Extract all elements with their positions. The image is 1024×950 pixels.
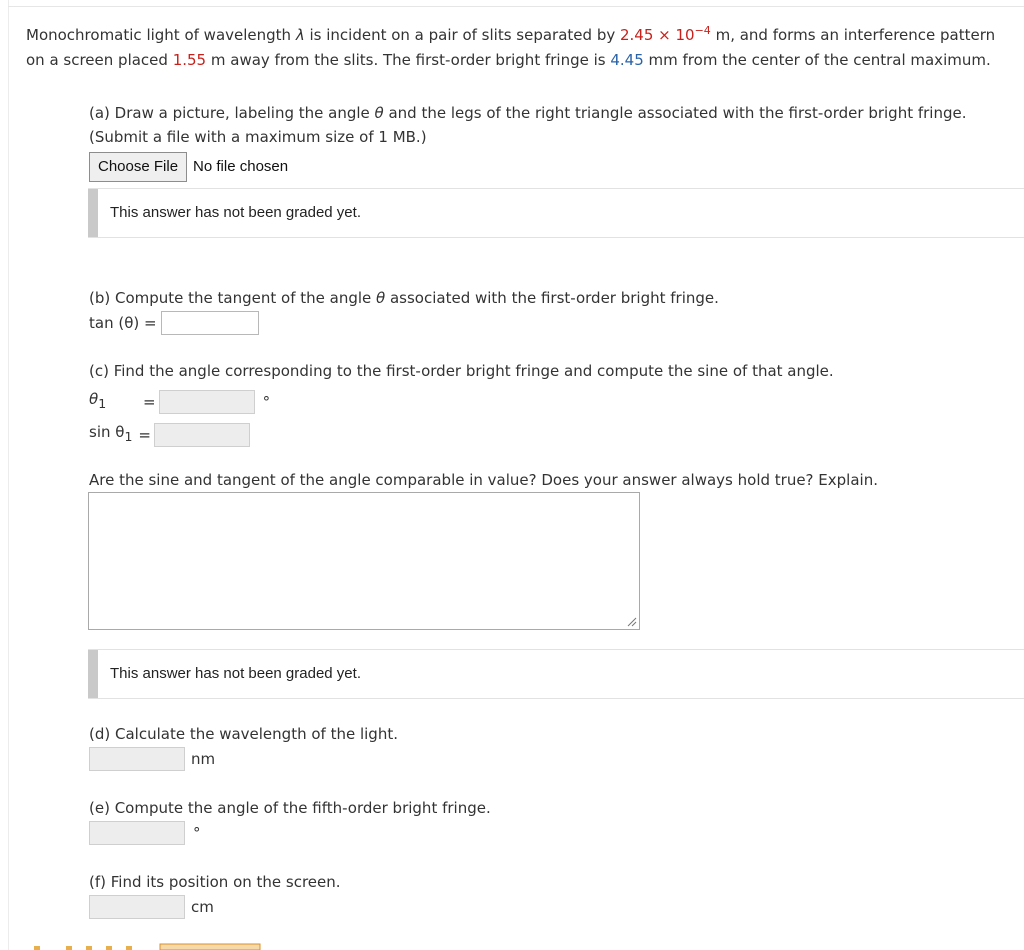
tan-input[interactable] bbox=[161, 311, 259, 335]
fringe-distance-value: 4.45 bbox=[610, 51, 644, 69]
fifth-order-angle-input[interactable] bbox=[89, 821, 185, 845]
part-c: (c) Find the angle corresponding to the first-order bright fringe and compute the sine of that angle. $\theta_1$ = ° $\sin \theta_1$ = bbox=[89, 359, 834, 449]
resize-handle-icon[interactable] bbox=[627, 617, 637, 627]
status-bar bbox=[88, 650, 98, 698]
screen-distance-value: 1.55 bbox=[172, 51, 207, 69]
choose-file-button[interactable]: Choose File bbox=[89, 152, 187, 182]
problem-statement: Monochromatic light of wavelength λ is incident on a pair of slits separated by $2.45 \times 10^{-4}$ m, and forms an interference pattern on a screen placed 1.55 m away from the slits. The first-order bright fringe is 4.45 mm from the center of the central maximum. bbox=[26, 24, 996, 69]
graded-status-a: This answer has not been graded yet. bbox=[88, 188, 1024, 238]
wavelength-input[interactable] bbox=[89, 747, 185, 771]
theta1-input[interactable] bbox=[159, 390, 255, 414]
position-input[interactable] bbox=[89, 895, 185, 919]
part-f: (f) Find its position on the screen. cm bbox=[89, 870, 341, 919]
degree-symbol: ° bbox=[193, 824, 201, 842]
page-left-rule bbox=[8, 0, 9, 950]
degree-symbol: ° bbox=[262, 392, 271, 411]
graded-status-compare: This answer has not been graded yet. bbox=[88, 649, 1024, 699]
compare-question: Are the sine and tangent of the angle comparable in value? Does your answer always hold true? Explain. bbox=[89, 471, 878, 489]
cut-off-bottom-content bbox=[26, 940, 286, 950]
nm-unit: nm bbox=[191, 750, 216, 768]
cm-unit: cm bbox=[191, 898, 214, 916]
no-file-label: No file chosen bbox=[193, 158, 289, 175]
slit-separation-value: $2.45 \times 10^{-4}$ bbox=[619, 24, 711, 44]
part-b: (b) Compute the tangent of the angle θ associated with the first-order bright fringe. tan (θ) = bbox=[89, 286, 719, 335]
tan-label: tan (θ) = bbox=[89, 314, 157, 332]
part-e: (e) Compute the angle of the fifth-order bright fringe. ° bbox=[89, 796, 491, 845]
sin-theta1-label: $\sin \theta_1$ bbox=[89, 423, 133, 444]
part-a: (a) Draw a picture, labeling the angle θ and the legs of the right triangle associated with the first-order bright fringe. (Submit a file with a maximum size of 1 MB.) Choose File No file chosen bbox=[89, 101, 969, 182]
part-d: (d) Calculate the wavelength of the light. nm bbox=[89, 722, 398, 771]
status-bar bbox=[88, 189, 98, 237]
sin-theta1-input[interactable] bbox=[154, 423, 250, 447]
theta1-label: $\theta_1$ bbox=[89, 390, 107, 411]
page-top-rule bbox=[8, 6, 1024, 7]
explanation-textarea[interactable] bbox=[88, 492, 640, 630]
